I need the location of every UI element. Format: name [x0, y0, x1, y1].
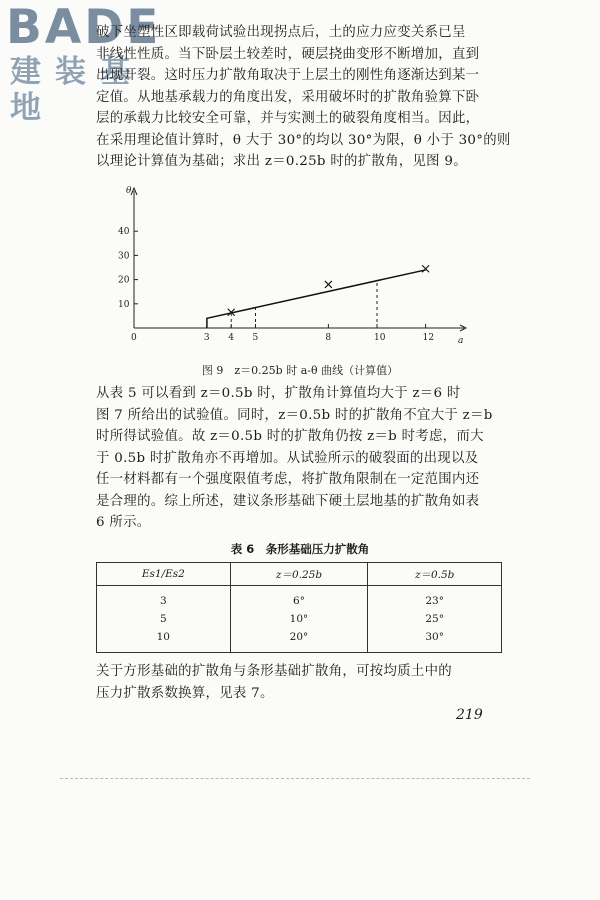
- x-tick-label: 0: [131, 333, 137, 343]
- table-cell: 25°: [368, 610, 502, 628]
- y-tick-label: 30: [118, 251, 130, 262]
- table-cell: 6°: [230, 586, 368, 611]
- table-header-cell: Es1/Es2: [97, 563, 231, 586]
- text-line: 从表 5 可以看到 z＝0.5b 时，扩散角计算值均大于 z＝6 时: [96, 386, 461, 401]
- watermark-subtitle: 建装基地: [10, 54, 145, 126]
- x-tick-label: 4: [228, 333, 234, 343]
- text-line: 图 7 所给出的试验值。同时，z＝0.5b 时的扩散角不宜大于 z＝b: [96, 407, 493, 423]
- bottom-divider: [60, 778, 530, 779]
- table-header-cell: z＝0.5b: [368, 563, 502, 586]
- data-point-marker: [325, 281, 332, 288]
- paragraph-1: [96, 22, 511, 173]
- text-line: 以理论计算值为基础；求出 z＝0.25b 时的扩散角，见图 9。: [96, 154, 467, 169]
- x-tick-label: 3: [203, 333, 210, 343]
- paragraph-3: [96, 661, 500, 704]
- table-title: 表 6 条形基础压力扩散角: [230, 542, 370, 556]
- table-cell: 5: [97, 610, 231, 628]
- y-tick-label: 10: [118, 299, 130, 310]
- y-axis-label: θ: [126, 186, 132, 196]
- table-cell: 3: [97, 586, 231, 611]
- text-line: 在采用理论值计算时，θ 大于 30°的均以 30°为限，θ 小于 30°的则: [96, 132, 511, 148]
- table-header-row: [97, 563, 502, 586]
- text-line: 时所得试验值。故 z＝0.5b 时的扩散角仍按 z＝b 时考虑，而大: [96, 429, 484, 444]
- y-tick-label: 20: [118, 275, 130, 286]
- table-cell: 30°: [368, 628, 502, 653]
- table-cell: 10: [97, 628, 231, 653]
- x-axis-label: a: [458, 336, 464, 346]
- table-cell: 20°: [230, 628, 368, 653]
- data-point-marker: [422, 265, 429, 272]
- paragraph-2: [96, 383, 500, 534]
- diffusion-angle-table: [96, 562, 502, 653]
- figure-9-chart: [108, 185, 488, 361]
- text-line: 任一材料都有一个强度限值考虑，将扩散角限制在一定范围内还: [96, 472, 480, 487]
- x-tick-label: 8: [325, 333, 332, 343]
- x-tick-label: 5: [252, 333, 259, 343]
- x-tick-label: 10: [374, 333, 386, 343]
- watermark-brand: BADE: [6, 0, 162, 55]
- page-number: 219: [456, 707, 483, 723]
- table-row: [97, 610, 502, 628]
- text-line: 出现开裂。这时压力扩散角取决于上层土的刚性角逐渐达到某一: [96, 68, 480, 83]
- table-header-cell: z＝0.25b: [230, 563, 368, 586]
- text-line: 定值。从地基承载力的角度出发，采用破坏时的扩散角验算下卧: [96, 89, 480, 105]
- table-cell: 10°: [230, 610, 368, 628]
- text-line: 压力扩散系数换算，见表 7。: [96, 685, 274, 701]
- table-cell: 23°: [368, 586, 502, 611]
- y-tick-label: 40: [118, 227, 130, 238]
- x-tick-label: 12: [422, 333, 435, 343]
- figure-caption: 图 9 z＝0.25b 时 a-θ 曲线（计算值）: [201, 364, 399, 377]
- text-line: 6 所示。: [96, 515, 151, 530]
- text-line: 是合理的。综上所述，建议条形基础下硬土层地基的扩散角如表: [96, 493, 480, 509]
- text-line: 关于方形基础的扩散角与条形基础扩散角，可按均质土中的: [96, 664, 452, 679]
- table-row: [97, 586, 502, 611]
- text-line: 非线性性质。当下卧层土较差时，硬层挠曲变形不断增加，直到: [96, 46, 480, 62]
- text-line: 于 0.5b 时扩散角亦不再增加。从试验所示的破裂面的出现以及: [96, 450, 479, 466]
- text-line: 破下坐塑性区即载荷试验出现拐点后，土的应力应变关系已呈: [96, 25, 466, 40]
- text-line: 层的承载力比较安全可靠，并与实测土的破裂角度相当。因此，: [96, 111, 480, 126]
- series-line: [207, 270, 426, 328]
- table-row: [97, 628, 502, 653]
